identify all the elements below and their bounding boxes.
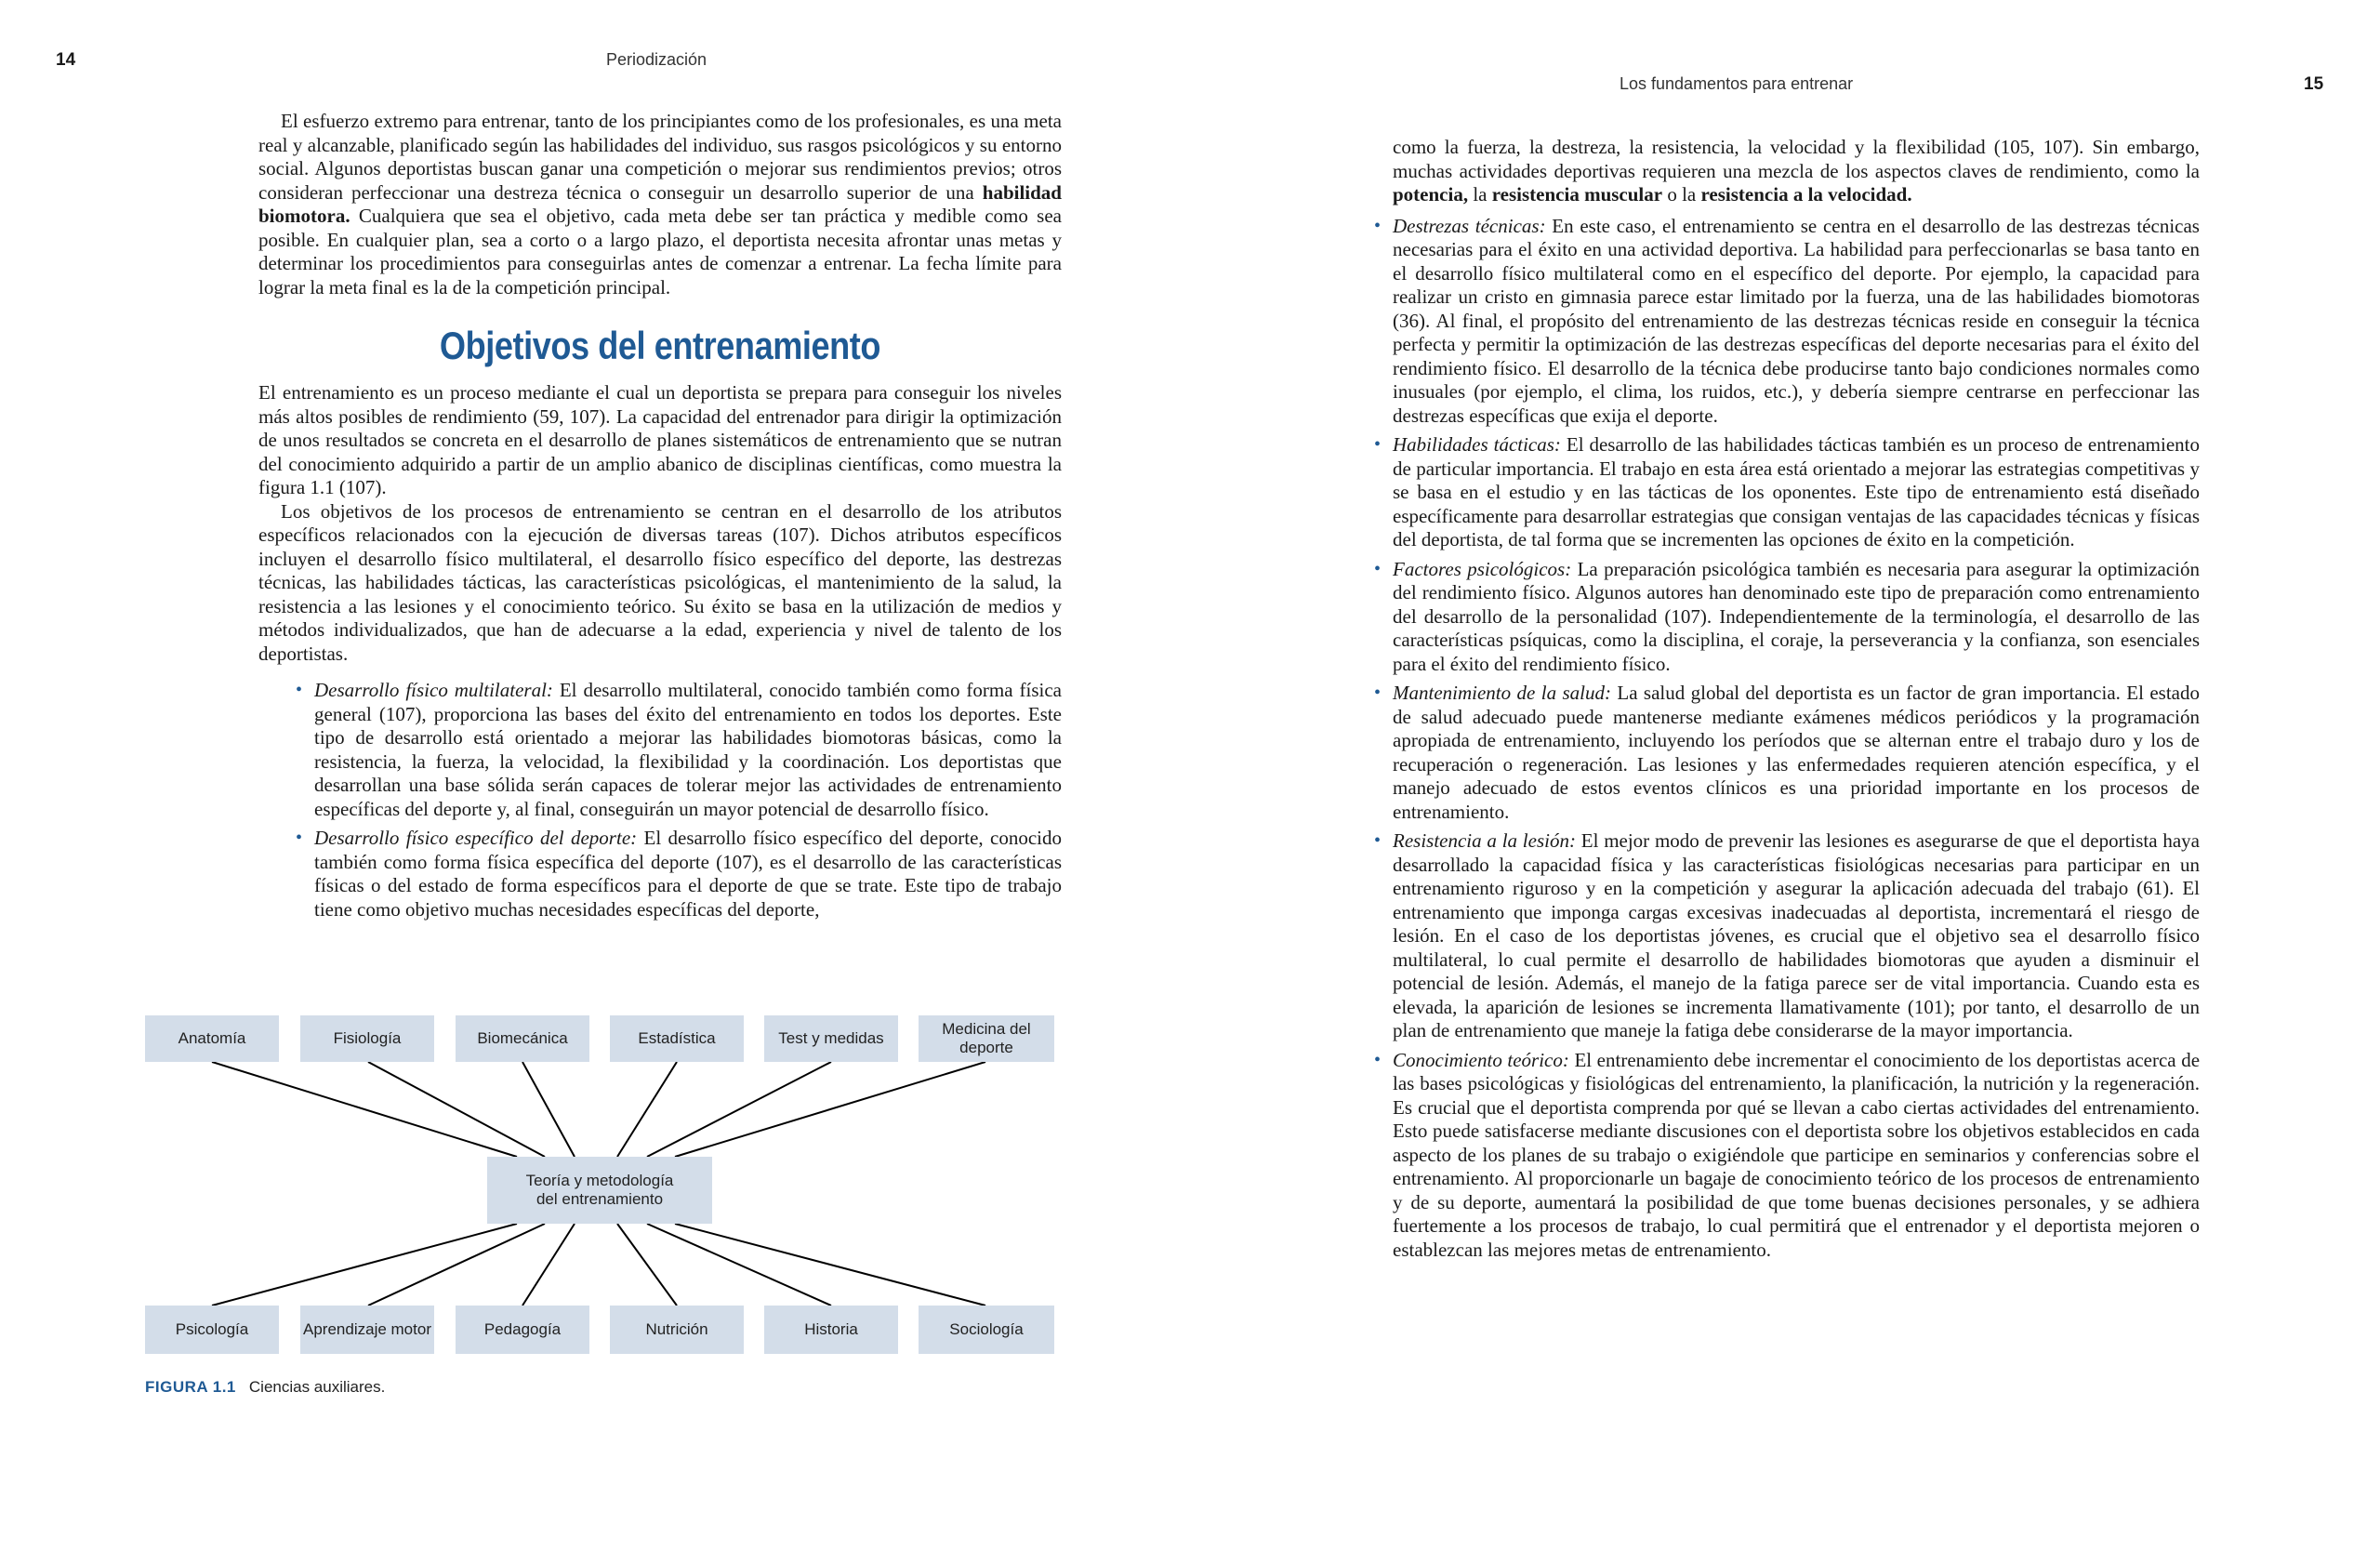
bullet-dot-icon: •	[1374, 1049, 1382, 1070]
right-page-column	[1374, 136, 2201, 1267]
box-estadistica: Estadística	[610, 1015, 744, 1062]
box-sociologia: Sociología	[919, 1306, 1054, 1354]
training-paragraph: El entrenamiento es un proceso mediante el cual un deportista se prepara para conseguir los niveles más altos posibles de rendimiento (59, 107). La capacidad del entrenador para dirigir la optimización de unos resultados se concreta en el desarrollo de planes sistemáticos de entrenamiento que se nutran del conocimiento adquirido a partir de un amplio abanico de disciplinas científicas, como muestra la figura 1.1 (107).	[258, 381, 1062, 498]
box-historia: Historia	[764, 1306, 898, 1354]
page-number-right: 15	[2304, 74, 2324, 94]
box-nutricion: Nutrición	[610, 1306, 744, 1354]
right-bullet-list	[1374, 214, 2201, 1263]
bullet-dot-icon: •	[1374, 558, 1382, 579]
bullet-dot-icon: •	[1374, 434, 1382, 455]
left-page-column	[258, 110, 1062, 927]
box-teoria-y-metodologia: Teoría y metodología del entrenamiento	[487, 1157, 712, 1224]
bullet-dot-icon: •	[1374, 830, 1382, 851]
list-item: • Conocimiento teórico: El entrenamiento debe incrementar el conocimiento de los deportistas acerca de las bases psicológicas y fisiológicas del entrenamiento, la planificación, la nutrición y la regeneración. Es crucial que el deportista comprenda por qué se llevan a cabo ciertas actividades del entrenamiento. Esto puede satisfacerse mediante discusiones con el deportista sobre los objetivos establecidos en cada aspecto de los planes de su trabajo o exigiéndole que participe en seminarios y conferencias sobre el entrenamiento. Al proporcionarle un bagaje de conocimiento teórico de los procesos de entrenamiento y de su deporte, aumentará la posibilidad de que tome buenas decisiones personales, y se adhiera fuertemente a los procesos de trabajo, lo cual permitirá que el entrenador y el deportista mejoren o establezcan las mejores metas de entrenamiento.	[1374, 1048, 2201, 1261]
box-fisiologia: Fisiología	[300, 1015, 434, 1062]
box-pedagogia: Pedagogía	[456, 1306, 589, 1354]
running-head-right: Los fundamentos para entrenar	[1620, 74, 1854, 93]
page-number-left: 14	[56, 50, 76, 70]
figure-label: FIGURA 1.1	[145, 1378, 236, 1396]
section-title: Objetivos del entrenamiento	[439, 324, 881, 367]
box-anatomia: Anatomía	[145, 1015, 279, 1062]
list-item: • Desarrollo físico multilateral: El desarrollo multilateral, conocido también como forma física general (107), proporciona las bases del éxito del entrenamiento en todos los deportes. Este tipo de desarrollo está orientado a mejorar las habilidades biomotoras básicas, como la resistencia, la fuerza, la velocidad, la flexibilidad y la coordinación. Los deportistas que desarrollan una base sólida serán capaces de tolerar mejor las actividades de entrenamiento específicas del deporte y, al final, conseguirán un mayor potencial de desarrollo físico.	[296, 679, 1062, 820]
figure-caption-text: Ciencias auxiliares.	[248, 1378, 386, 1396]
list-item: • Factores psicológicos: La preparación psicológica también es necesaria para asegurar la optimización del rendimiento físico. Algunos autores han denominado este tipo de preparación como entrenamiento del desarrollo de la personalidad (107). Independientemente de la terminología, el desarrollo de las características psíquicas, como la disciplina, el coraje, la perseverancia y la confianza, son esenciales para el éxito del rendimiento físico.	[1374, 557, 2200, 675]
running-head-left: Periodización	[606, 50, 707, 69]
box-test-y-medidas: Test y medidas	[764, 1015, 898, 1062]
figure-caption	[145, 1378, 385, 1397]
intro-paragraph: El esfuerzo extremo para entrenar, tanto de los principiantes como de los profesionales, es una meta real y alcanzable, planificado según las habilidades del individuo, sus rasgos psicológicos y su entorno social. Algunos deportistas buscan ganar una competición o mejorar sus rendimientos previos; otros consideran perfeccionar una destreza técnica o conseguir un desarrollo superior de una habilidad biomotora. Cualquiera que sea el objetivo, cada meta debe ser tan práctica y medible como sea posible. En cualquier plan, sea a corto o a largo plazo, el deportista necesita afrontar unas metas y determinar los procedimientos para conseguirlas antes de comenzar a entrenar. La fecha límite para lograr la meta final es la de la competición principal.	[258, 110, 1062, 298]
list-item: • Habilidades tácticas: El desarrollo de las habilidades tácticas también es un proceso de entrenamiento de particular importancia. El trabajo en esta área está orientado a mejorar las estrategias competitivas y se basa en el estudio y en las tácticas de los oponentes. Este tipo de entrenamiento está diseñado específicamente para desarrollar estrategias que consigan ventajas de las capacidades técnicas y físicas del deportista, de tal forma que se incrementen las opciones de éxito en la competición.	[1374, 433, 2200, 550]
box-aprendizaje-motor: Aprendizaje motor	[300, 1306, 434, 1354]
list-item: • Resistencia a la lesión: El mejor modo de prevenir las lesiones es asegurarse de que el deportista haya desarrollado la capacidad física y las características fisiológicas necesarias para participar en un entrenamiento riguroso y en la competición y asegurar la aplicación adecuada del trabajo (61). El entrenamiento que imponga cargas excesivas inadecuadas al deportista, incrementará el riesgo de lesión. En el caso de los deportistas jóvenes, es crucial que el objetivo sea el desarrollo físico multilateral, lo cual permite el desarrollo de habilidades biomotoras que ayuden a disminuir el potencial de lesión. Además, el manejo de la fatiga parece ser de vital importancia. Cuando esta es elevada, la aparición de lesiones se incrementa llamativamente (101); por tanto, el desarrollo de un plan de entrenamiento que maneje la fatiga debe considerarse de la mayor importancia.	[1374, 829, 2200, 1041]
bold-term-resistencia-muscular: resistencia muscular	[1491, 183, 1663, 205]
box-medicina-del-deporte: Medicina del deporte	[919, 1015, 1054, 1062]
list-item: • Destrezas técnicas: En este caso, el entrenamiento se centra en el desarrollo de las destrezas técnicas necesarias para el éxito en una actividad deportiva. La habilidad para perfeccionarlas se basa tanto en el desarrollo físico multilateral como en el específico del deporte. Por ejemplo, la capacidad para realizar un cristo en gimnasia parece estar limitado por la fuerza, una de las habilidades biomotoras (36). Al final, el propósito del entrenamiento de las destrezas técnicas reside en conseguir la técnica perfecta y permitir la optimización de las destrezas específicas del deporte necesarias para el éxito del rendimiento físico. El desarrollo de la técnica debe producirse tanto bajo condiciones normales como inusuales (por ejemplo, el clima, los ruidos, etc.), y debería siempre centrarse en perfeccionar las destrezas específicas que exija el deporte.	[1374, 214, 2200, 427]
list-item: • Desarrollo físico específico del deporte: El desarrollo físico específico del deporte, conocido también como forma física específica del deporte (107), es el desarrollo de las características físicas o del estado de forma específicos para el deporte de que se trate. Este tipo de trabajo tiene como objetivo muchas necesidades específicas del deporte,	[296, 827, 1062, 921]
bold-term-potencia: potencia,	[1393, 183, 1469, 205]
objectives-paragraph: Los objetivos de los procesos de entrenamiento se centran en el desarrollo de los atributos específicos relacionados con la ejecución de diversas tareas (107). Dichos atributos específicos incluyen el desarrollo físico multilateral, el desarrollo físico específico del deporte, las destrezas técnicas, las habilidades tácticas, las características psicológicas, el mantenimiento de la salud, la resistencia a las lesiones y el conocimiento teórico. Su éxito se basa en la utilización de medios y métodos individualizados, que han de adecuarse a la edad, experiencia y nivel de talento de los deportistas.	[258, 499, 1062, 665]
box-biomecanica: Biomecánica	[456, 1015, 589, 1062]
bullet-dot-icon: •	[296, 680, 303, 700]
bullet-dot-icon: •	[296, 828, 303, 848]
bold-term-resistencia-velocidad: resistencia a la velocidad.	[1700, 183, 1912, 205]
figure-ciencias-auxiliares	[145, 1015, 1054, 1356]
continuation-paragraph: como la fuerza, la destreza, la resistencia, la velocidad y la flexibilidad (105, 107). Sin embargo, muchas actividades deportivas requieren una mezcla de los aspectos claves de rendimiento, como la potencia, la resistencia muscular o la resistencia a la velocidad.	[1393, 136, 2200, 205]
bold-term-habilidad-biomotora: habilidad biomotora.	[258, 180, 1062, 227]
list-item: • Mantenimiento de la salud: La salud global del deportista es un factor de gran importancia. El estado de salud adecuado puede mantenerse mediante exámenes médicos periódicos y la programación apropiada de entrenamiento, incluyendo los períodos que se alternan entre el trabajo duro y los de recuperación o regeneración. Las lesiones y las enfermedades requieren atención específica, y el manejo adecuado de estos eventos clínicos es una prioridad importante en los procesos de entrenamiento.	[1374, 682, 2200, 823]
bullet-dot-icon: •	[1374, 683, 1382, 703]
box-psicologia: Psicología	[145, 1306, 279, 1354]
left-bullet-list	[296, 679, 1062, 921]
bullet-dot-icon: •	[1374, 215, 1382, 236]
